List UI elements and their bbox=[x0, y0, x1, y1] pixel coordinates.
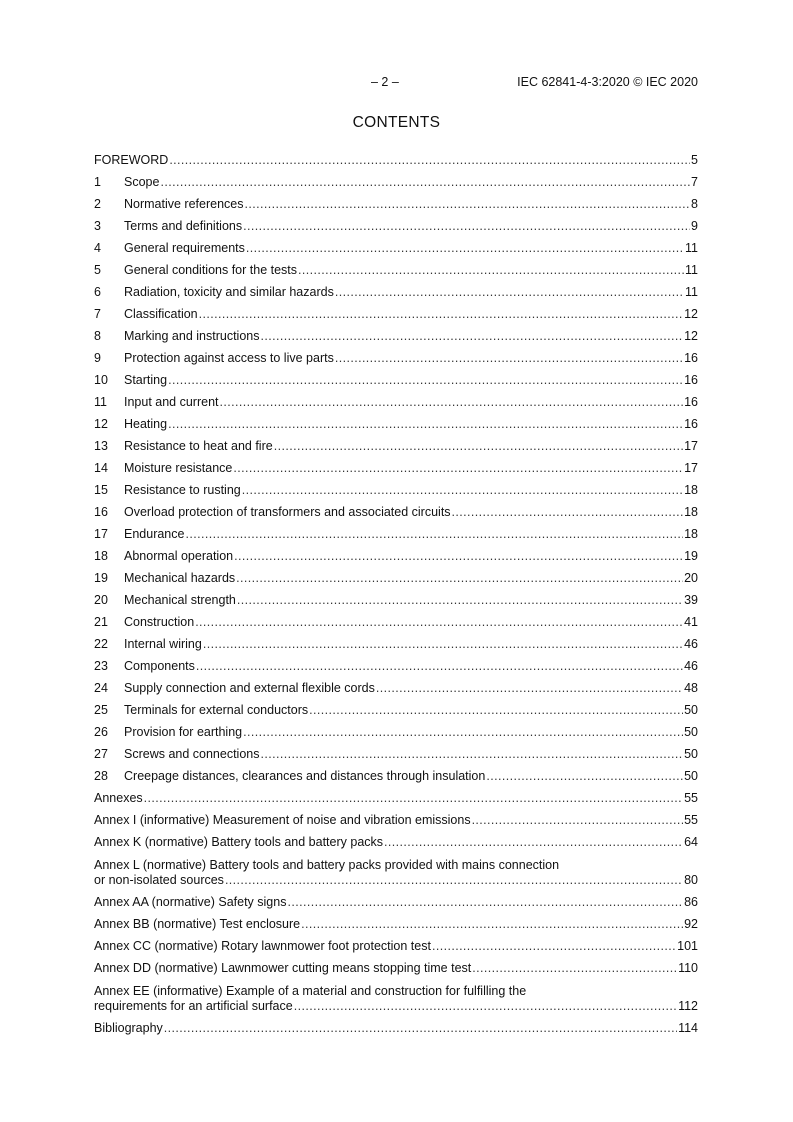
toc-page: 41 bbox=[684, 615, 698, 629]
clause-number: 17 bbox=[94, 527, 108, 541]
dot-leader bbox=[261, 747, 684, 762]
toc-label: Annex K (normative) Battery tools and battery packs bbox=[94, 835, 384, 849]
toc-page: 16 bbox=[684, 395, 698, 409]
dot-leader bbox=[196, 659, 683, 674]
toc-page: 11 bbox=[685, 285, 698, 299]
clause-number: 26 bbox=[94, 725, 108, 739]
clause-number: 27 bbox=[94, 747, 108, 761]
clause-number: 11 bbox=[94, 395, 107, 409]
clause-number: 24 bbox=[94, 681, 108, 695]
toc-entry-clause[interactable] bbox=[94, 696, 698, 718]
dot-leader bbox=[164, 1021, 677, 1036]
dot-leader bbox=[376, 681, 683, 696]
toc-page: 20 bbox=[684, 571, 698, 585]
clause-number: 7 bbox=[94, 307, 101, 321]
dot-leader bbox=[185, 527, 683, 542]
toc-label: Scope bbox=[124, 175, 160, 189]
toc-entry-clause[interactable] bbox=[94, 432, 698, 454]
toc-entry-clause[interactable] bbox=[94, 322, 698, 344]
toc-label: Classification bbox=[124, 307, 198, 321]
toc-entry-clause[interactable] bbox=[94, 608, 698, 630]
dot-leader bbox=[220, 395, 684, 410]
toc-entry-annex[interactable] bbox=[94, 888, 698, 910]
dot-leader bbox=[168, 373, 683, 388]
toc-page: 19 bbox=[684, 549, 698, 563]
dot-leader bbox=[160, 175, 690, 190]
toc-label: Supply connection and external flexible cords bbox=[124, 681, 375, 695]
toc-page: 50 bbox=[684, 725, 698, 739]
toc-label-line1: Annex EE (informative) Example of a material and construction for fulfilling the bbox=[94, 984, 527, 998]
dot-leader bbox=[432, 939, 676, 954]
toc-label: Mechanical strength bbox=[124, 593, 236, 607]
clause-list bbox=[94, 168, 698, 784]
toc-label: Mechanical hazards bbox=[124, 571, 236, 585]
toc-label: General conditions for the tests bbox=[124, 263, 298, 277]
dot-leader bbox=[287, 895, 683, 910]
dot-leader bbox=[199, 307, 683, 322]
dot-leader bbox=[234, 549, 683, 564]
toc-label: Resistance to heat and fire bbox=[124, 439, 273, 453]
toc-label-line2 bbox=[94, 999, 698, 1014]
toc-entry-clause[interactable] bbox=[94, 520, 698, 542]
toc-page: 12 bbox=[684, 329, 698, 343]
toc-entry-annex[interactable] bbox=[94, 850, 698, 888]
dot-leader bbox=[274, 439, 683, 454]
toc-entry-clause[interactable] bbox=[94, 586, 698, 608]
document-id: IEC 62841-4-3:2020 © IEC 2020 bbox=[517, 75, 698, 89]
toc-page: 112 bbox=[678, 999, 698, 1013]
toc-page: 9 bbox=[691, 219, 698, 233]
clause-number: 2 bbox=[94, 197, 101, 211]
clause-number: 3 bbox=[94, 219, 101, 233]
toc-page: 92 bbox=[684, 917, 698, 931]
toc-page: 101 bbox=[677, 939, 698, 953]
toc-label-line1: Annex L (normative) Battery tools and battery packs provided with mains connection bbox=[94, 858, 560, 872]
clause-number: 10 bbox=[94, 373, 108, 387]
toc-label: Components bbox=[124, 659, 195, 673]
toc-entry-annex[interactable] bbox=[94, 954, 698, 976]
clause-number: 23 bbox=[94, 659, 108, 673]
dot-leader bbox=[168, 417, 683, 432]
toc-label: Annex I (informative) Measurement of noise and vibration emissions bbox=[94, 813, 471, 827]
dot-leader bbox=[298, 263, 684, 278]
page-number: – 2 – bbox=[371, 75, 399, 89]
clause-number: 28 bbox=[94, 769, 108, 783]
dot-leader bbox=[225, 873, 683, 888]
toc-label: FOREWORD bbox=[94, 153, 169, 167]
clause-number: 15 bbox=[94, 483, 108, 497]
toc-label: Normative references bbox=[124, 197, 244, 211]
toc-label: Input and current bbox=[124, 395, 219, 409]
toc-entry-clause[interactable] bbox=[94, 542, 698, 564]
toc-page: 50 bbox=[684, 703, 698, 717]
clause-number: 25 bbox=[94, 703, 108, 717]
clause-number: 9 bbox=[94, 351, 101, 365]
clause-number: 19 bbox=[94, 571, 108, 585]
table-of-contents bbox=[94, 146, 698, 1036]
toc-page: 18 bbox=[684, 505, 698, 519]
dot-leader bbox=[472, 813, 684, 828]
clause-number: 12 bbox=[94, 417, 108, 431]
toc-page: 5 bbox=[691, 153, 698, 167]
dot-leader bbox=[472, 961, 677, 976]
toc-label: Terms and definitions bbox=[124, 219, 243, 233]
toc-entry-bibliography[interactable] bbox=[94, 1014, 698, 1036]
dot-leader bbox=[243, 219, 690, 234]
toc-label: Radiation, toxicity and similar hazards bbox=[124, 285, 334, 299]
toc-label: Terminals for external conductors bbox=[124, 703, 309, 717]
toc-entry-clause[interactable] bbox=[94, 212, 698, 234]
toc-entry-clause[interactable] bbox=[94, 674, 698, 696]
dot-leader bbox=[169, 153, 690, 168]
toc-entry-clause[interactable] bbox=[94, 410, 698, 432]
toc-label: Marking and instructions bbox=[124, 329, 260, 343]
toc-entry-clause[interactable] bbox=[94, 300, 698, 322]
toc-page: 86 bbox=[684, 895, 698, 909]
clause-number: 21 bbox=[94, 615, 108, 629]
toc-label: Screws and connections bbox=[124, 747, 260, 761]
toc-page: 11 bbox=[685, 263, 698, 277]
toc-entry-clause[interactable] bbox=[94, 498, 698, 520]
clause-number: 14 bbox=[94, 461, 108, 475]
toc-entry-clause[interactable] bbox=[94, 630, 698, 652]
toc-label: Moisture resistance bbox=[124, 461, 233, 475]
toc-label: Annex AA (normative) Safety signs bbox=[94, 895, 287, 909]
toc-page: 50 bbox=[684, 769, 698, 783]
dot-leader bbox=[236, 571, 683, 586]
toc-label: Protection against access to live parts bbox=[124, 351, 334, 365]
toc-label: Construction bbox=[124, 615, 195, 629]
toc-page: 46 bbox=[684, 659, 698, 673]
toc-page: 114 bbox=[678, 1021, 698, 1035]
toc-page: 64 bbox=[684, 835, 698, 849]
toc-label: Starting bbox=[124, 373, 168, 387]
dot-leader bbox=[203, 637, 683, 652]
dot-leader bbox=[243, 725, 683, 740]
toc-page: 8 bbox=[691, 197, 698, 211]
toc-label: Provision for earthing bbox=[124, 725, 243, 739]
dot-leader bbox=[294, 999, 677, 1014]
annex-list bbox=[94, 806, 698, 1014]
toc-label: Creepage distances, clearances and distances through insulation bbox=[124, 769, 486, 783]
toc-entry-clause[interactable] bbox=[94, 740, 698, 762]
toc-page: 18 bbox=[684, 527, 698, 541]
page-title: CONTENTS bbox=[352, 114, 441, 131]
toc-entry-annex[interactable] bbox=[94, 932, 698, 954]
toc-page: 18 bbox=[684, 483, 698, 497]
toc-page: 55 bbox=[684, 813, 698, 827]
toc-entry-clause[interactable] bbox=[94, 234, 698, 256]
dot-leader bbox=[246, 241, 684, 256]
toc-entry-foreword[interactable] bbox=[94, 146, 698, 168]
toc-page: 46 bbox=[684, 637, 698, 651]
dot-leader bbox=[335, 285, 684, 300]
toc-page: 17 bbox=[684, 461, 698, 475]
toc-entry-clause[interactable] bbox=[94, 388, 698, 410]
clause-number: 5 bbox=[94, 263, 101, 277]
dot-leader bbox=[242, 483, 683, 498]
toc-page: 55 bbox=[684, 791, 698, 805]
toc-label: Resistance to rusting bbox=[124, 483, 241, 497]
toc-label: Internal wiring bbox=[124, 637, 202, 651]
toc-label: Annex CC (normative) Rotary lawnmower foot protection test bbox=[94, 939, 431, 953]
toc-page: 12 bbox=[684, 307, 698, 321]
clause-number: 8 bbox=[94, 329, 101, 343]
toc-label: General requirements bbox=[124, 241, 245, 255]
toc-entry-annex[interactable] bbox=[94, 910, 698, 932]
toc-label: Endurance bbox=[124, 527, 185, 541]
dot-leader bbox=[144, 791, 683, 806]
toc-entry-clause[interactable] bbox=[94, 168, 698, 190]
clause-number: 16 bbox=[94, 505, 108, 519]
toc-entry-clause[interactable] bbox=[94, 454, 698, 476]
toc-page: 50 bbox=[684, 747, 698, 761]
page-header bbox=[94, 75, 698, 93]
dot-leader bbox=[486, 769, 683, 784]
toc-entry-clause[interactable] bbox=[94, 718, 698, 740]
clause-number: 18 bbox=[94, 549, 108, 563]
toc-entry-clause[interactable] bbox=[94, 476, 698, 498]
toc-page: 48 bbox=[684, 681, 698, 695]
toc-label: Bibliography bbox=[94, 1021, 163, 1035]
dot-leader bbox=[301, 917, 683, 932]
clause-number: 4 bbox=[94, 241, 101, 255]
dot-leader bbox=[233, 461, 683, 476]
toc-page: 16 bbox=[684, 417, 698, 431]
clause-number: 22 bbox=[94, 637, 108, 651]
toc-page: 17 bbox=[684, 439, 698, 453]
toc-page: 80 bbox=[684, 873, 698, 887]
toc-label: Heating bbox=[124, 417, 168, 431]
clause-number: 13 bbox=[94, 439, 108, 453]
toc-page: 7 bbox=[691, 175, 698, 189]
clause-number: 1 bbox=[94, 175, 101, 189]
toc-label: requirements for an artificial surface bbox=[94, 999, 293, 1013]
toc-entry-clause[interactable] bbox=[94, 256, 698, 278]
toc-label: Annex BB (normative) Test enclosure bbox=[94, 917, 301, 931]
dot-leader bbox=[309, 703, 683, 718]
dot-leader bbox=[237, 593, 683, 608]
dot-leader bbox=[452, 505, 684, 520]
clause-number: 6 bbox=[94, 285, 101, 299]
toc-page: 16 bbox=[684, 351, 698, 365]
toc-entry-clause[interactable] bbox=[94, 190, 698, 212]
toc-page: 16 bbox=[684, 373, 698, 387]
toc-entry-clause[interactable] bbox=[94, 366, 698, 388]
toc-page: 39 bbox=[684, 593, 698, 607]
toc-label: Overload protection of transformers and associated circuits bbox=[124, 505, 451, 519]
toc-entry-clause[interactable] bbox=[94, 564, 698, 586]
toc-label: Annexes bbox=[94, 791, 143, 805]
toc-entry-annex[interactable] bbox=[94, 828, 698, 850]
dot-leader bbox=[384, 835, 683, 850]
dot-leader bbox=[260, 329, 683, 344]
toc-label: Abnormal operation bbox=[124, 549, 234, 563]
toc-page: 110 bbox=[678, 961, 698, 975]
toc-entry-clause[interactable] bbox=[94, 278, 698, 300]
clause-number: 20 bbox=[94, 593, 108, 607]
dot-leader bbox=[245, 197, 691, 212]
dot-leader bbox=[335, 351, 683, 366]
dot-leader bbox=[195, 615, 683, 630]
toc-label-line2 bbox=[94, 873, 698, 888]
toc-label: Annex DD (normative) Lawnmower cutting means stopping time test bbox=[94, 961, 472, 975]
toc-entry-annexes[interactable] bbox=[94, 784, 698, 806]
toc-entry-clause[interactable] bbox=[94, 762, 698, 784]
toc-entry-annex[interactable] bbox=[94, 976, 698, 1014]
toc-entry-annex[interactable] bbox=[94, 806, 698, 828]
toc-label: or non-isolated sources bbox=[94, 873, 224, 887]
toc-entry-clause[interactable] bbox=[94, 344, 698, 366]
toc-page: 11 bbox=[685, 241, 698, 255]
toc-entry-clause[interactable] bbox=[94, 652, 698, 674]
